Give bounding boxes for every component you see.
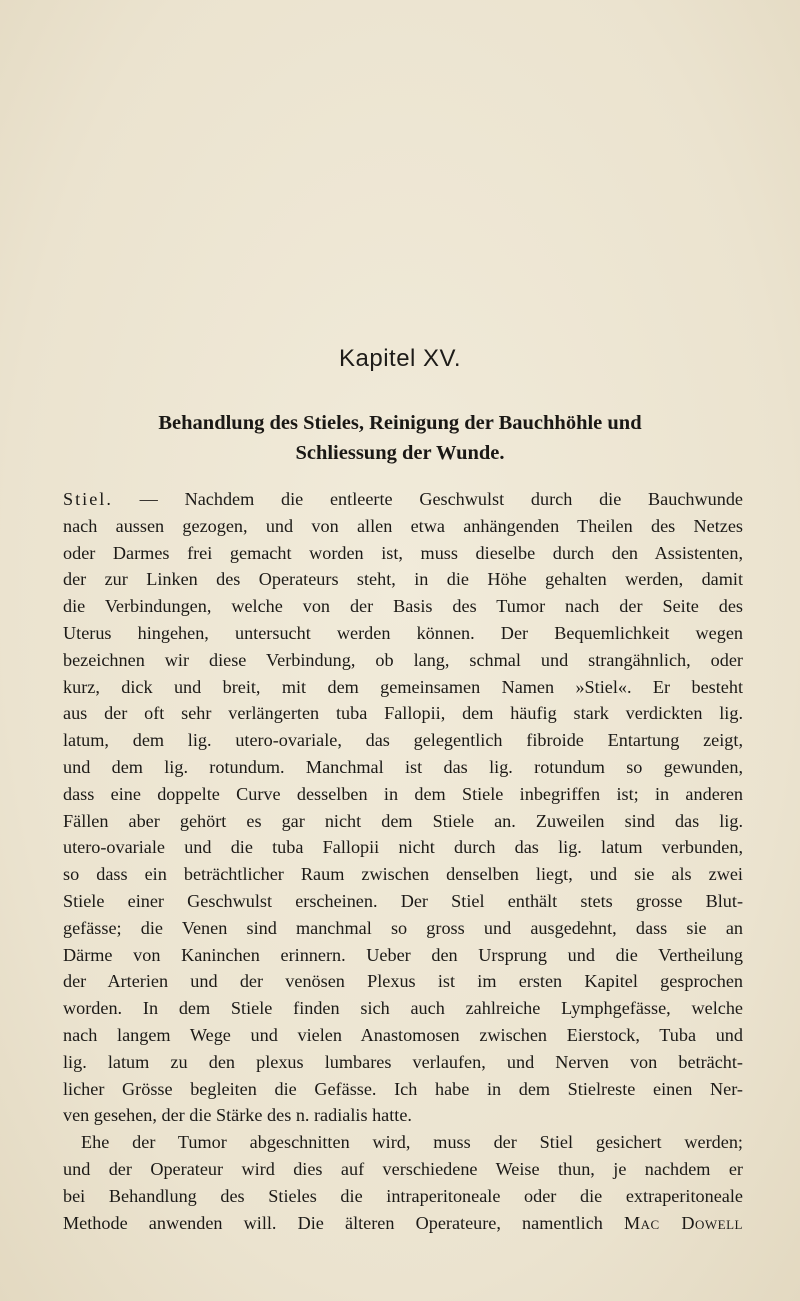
text-line xyxy=(63,486,743,513)
text-line: Därme von Kaninchen erinnern. Ueber den Ursprung und die Vertheilung xyxy=(63,944,743,965)
text-line: utero-ovariale und die tuba Fallopii nicht durch das lig. latum verbunden, xyxy=(63,837,743,858)
text-line: dass eine doppelte Curve desselben in dem Stiele inbegriffen ist; in anderen xyxy=(63,783,743,804)
text-line: und dem lig. rotundum. Manchmal ist das lig. rotundum so gewunden, xyxy=(63,756,743,777)
text-line: der zur Linken des Operateurs steht, in die Höhe gehalten werden, damit xyxy=(63,569,743,590)
text-line: bei Behandlung des Stieles die intraperitoneale oder die extraperitoneale xyxy=(63,1185,743,1206)
text-line: Uterus hingehen, untersucht werden können. Der Bequemlichkeit wegen xyxy=(63,622,743,643)
text-line: bezeichnen wir diese Verbindung, ob lang, schmal und strangähnlich, oder xyxy=(63,649,743,670)
text-line: ven gesehen, der die Stärke des n. radialis hatte. xyxy=(63,1105,412,1126)
text-line: der Arterien und der venösen Plexus ist im ersten Kapitel gesprochen xyxy=(63,971,743,992)
text-line: latum, dem lig. utero-ovariale, das gelegentlich fibroide Entartung zeigt, xyxy=(63,730,743,751)
text-line: nach aussen gezogen, und von allen etwa anhängenden Theilen des Netzes xyxy=(63,515,743,536)
run-in-heading: Stiel. xyxy=(63,489,113,509)
text-line: lig. latum zu den plexus lumbares verlaufen, und Nerven von beträcht- xyxy=(63,1051,743,1072)
text-run: Methode anwenden will. Die älteren Operateure, namentlich xyxy=(63,1212,624,1233)
text-line: nach langem Wege und vielen Anastomosen zwischen Eierstock, Tuba und xyxy=(63,1024,743,1045)
text-line xyxy=(63,1210,743,1237)
text-line: so dass ein beträchtlicher Raum zwischen denselben liegt, und sie als zwei xyxy=(63,864,743,885)
text-line: aus der oft sehr verlängerten tuba Fallopii, dem häufig stark verdickten lig. xyxy=(63,703,743,724)
text-line: gefässe; die Venen sind manchmal so gross und ausgedehnt, dass sie an xyxy=(63,917,743,938)
chapter-title: Kapitel XV. xyxy=(338,345,462,372)
author-name: Mac Dowell xyxy=(624,1212,743,1233)
section-heading-line-2: Schliessung der Wunde. xyxy=(295,442,505,464)
text-line: oder Darmes frei gemacht worden ist, muss dieselbe durch den Assistenten, xyxy=(63,542,743,563)
section-heading xyxy=(100,408,700,468)
text-line: die Verbindungen, welche von der Basis des Tumor nach der Seite des xyxy=(63,596,743,617)
text-line: kurz, dick und breit, mit dem gemeinsamen Namen »Stiel«. Er besteht xyxy=(63,676,743,697)
text-line: Fällen aber gehört es gar nicht dem Stiele an. Zuweilen sind das lig. xyxy=(63,810,743,831)
text-run: — Nachdem die entleerte Geschwulst durch die Bauchwunde xyxy=(112,489,743,509)
text-line: worden. In dem Stiele finden sich auch zahlreiche Lymphgefässe, welche xyxy=(63,998,743,1019)
text-line: und der Operateur wird dies auf verschiedene Weise thun, je nachdem er xyxy=(63,1158,743,1179)
section-heading-line-1: Behandlung des Stieles, Reinigung der Bauchhöhle und xyxy=(158,412,642,434)
text-line: Stiele einer Geschwulst erscheinen. Der Stiel enthält stets grosse Blut- xyxy=(63,890,743,911)
body-text xyxy=(63,486,743,1236)
text-line: licher Grösse begleiten die Gefässe. Ich habe in dem Stielreste einen Ner- xyxy=(63,1078,743,1099)
text-line: Ehe der Tumor abgeschnitten wird, muss der Stiel gesichert werden; xyxy=(81,1132,743,1153)
